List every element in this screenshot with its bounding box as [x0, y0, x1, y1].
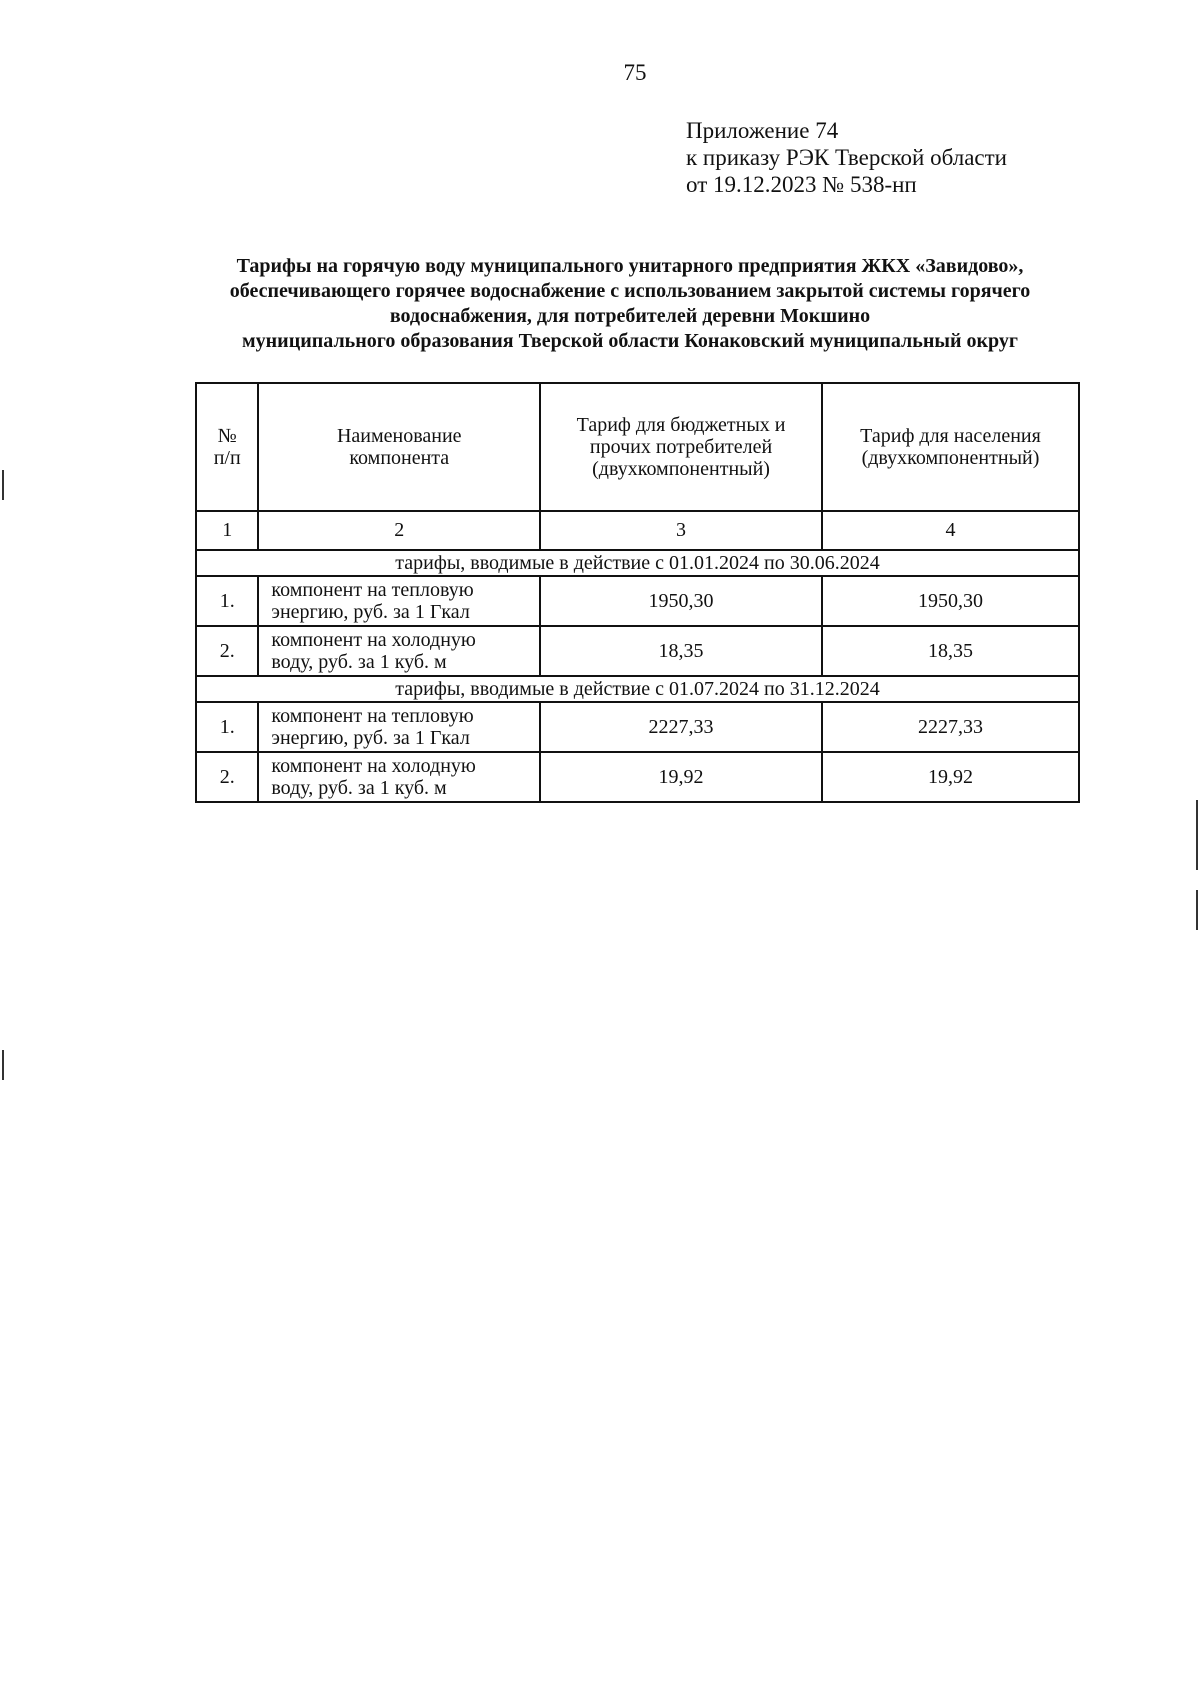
appendix-line: к приказу РЭК Тверской области — [686, 145, 1007, 170]
population-tariff-value: 2227,33 — [822, 702, 1079, 752]
tariff-table — [195, 382, 1080, 803]
component-name-line: компонент на тепловую — [271, 579, 474, 601]
component-name — [258, 576, 540, 626]
title-line: водоснабжения, для потребителей деревни Мокшино — [389, 305, 871, 327]
component-name-line: энергию, руб. за 1 Гкал — [271, 727, 470, 749]
component-name — [258, 752, 540, 802]
appendix-line: Приложение 74 — [686, 118, 839, 143]
component-name-line: энергию, руб. за 1 Гкал — [271, 601, 470, 623]
header-text: № — [217, 425, 237, 447]
budget-tariff-value: 19,92 — [540, 752, 822, 802]
row-number: 2. — [196, 626, 258, 676]
period-label: тарифы, вводимые в действие с 01.01.2024 по 30.06.2024 — [196, 550, 1079, 576]
component-name — [258, 626, 540, 676]
column-number: 3 — [540, 511, 822, 550]
population-tariff-value: 19,92 — [822, 752, 1079, 802]
row-number: 1. — [196, 576, 258, 626]
component-name-line: компонент на холодную — [271, 755, 476, 777]
header-text: прочих потребителей — [589, 436, 773, 458]
column-number: 1 — [196, 511, 258, 550]
component-name-line: воду, руб. за 1 куб. м — [271, 777, 447, 799]
period-label: тарифы, вводимые в действие с 01.07.2024 по 31.12.2024 — [196, 676, 1079, 702]
table-header-row — [196, 383, 1079, 511]
row-number: 1. — [196, 702, 258, 752]
title-line: обеспечивающего горячее водоснабжение с использованием закрытой системы горячего — [229, 280, 1031, 302]
header-text: (двухкомпонентный) — [861, 447, 1040, 469]
table-row — [196, 626, 1079, 676]
header-text: Тариф для населения — [860, 425, 1041, 447]
component-name-line: компонент на холодную — [271, 629, 476, 651]
period-row — [196, 550, 1079, 576]
header-text: (двухкомпонентный) — [592, 458, 770, 480]
column-number: 4 — [822, 511, 1079, 550]
header-component-name — [258, 383, 540, 511]
scan-margin-mark — [2, 470, 4, 500]
component-name-line: воду, руб. за 1 куб. м — [271, 651, 447, 673]
row-number: 2. — [196, 752, 258, 802]
page-number: 75 — [623, 60, 647, 85]
scan-margin-mark — [2, 1050, 4, 1080]
header-num — [196, 383, 258, 511]
period-row — [196, 676, 1079, 702]
document-title — [180, 254, 1080, 354]
population-tariff-value: 1950,30 — [822, 576, 1079, 626]
scan-margin-mark — [1196, 890, 1198, 930]
table-row — [196, 702, 1079, 752]
scan-margin-mark — [1196, 800, 1198, 870]
title-line: Тарифы на горячую воду муниципального унитарного предприятия ЖКХ «Завидово», — [236, 255, 1024, 277]
column-number: 2 — [258, 511, 540, 550]
header-population-tariff — [822, 383, 1079, 511]
header-text: п/п — [213, 447, 241, 469]
title-line: муниципального образования Тверской области Конаковский муниципальный округ — [242, 330, 1018, 352]
header-text: Тариф для бюджетных и — [576, 414, 786, 436]
header-text: компонента — [349, 447, 450, 469]
budget-tariff-value: 1950,30 — [540, 576, 822, 626]
population-tariff-value: 18,35 — [822, 626, 1079, 676]
header-budget-tariff — [540, 383, 822, 511]
budget-tariff-value: 18,35 — [540, 626, 822, 676]
column-number-row — [196, 511, 1079, 550]
budget-tariff-value: 2227,33 — [540, 702, 822, 752]
component-name-line: компонент на тепловую — [271, 705, 474, 727]
appendix-line: от 19.12.2023 № 538-нп — [686, 172, 917, 197]
header-text: Наименование — [336, 425, 462, 447]
appendix-reference — [686, 117, 1007, 198]
table-row — [196, 576, 1079, 626]
component-name — [258, 702, 540, 752]
table-row — [196, 752, 1079, 802]
